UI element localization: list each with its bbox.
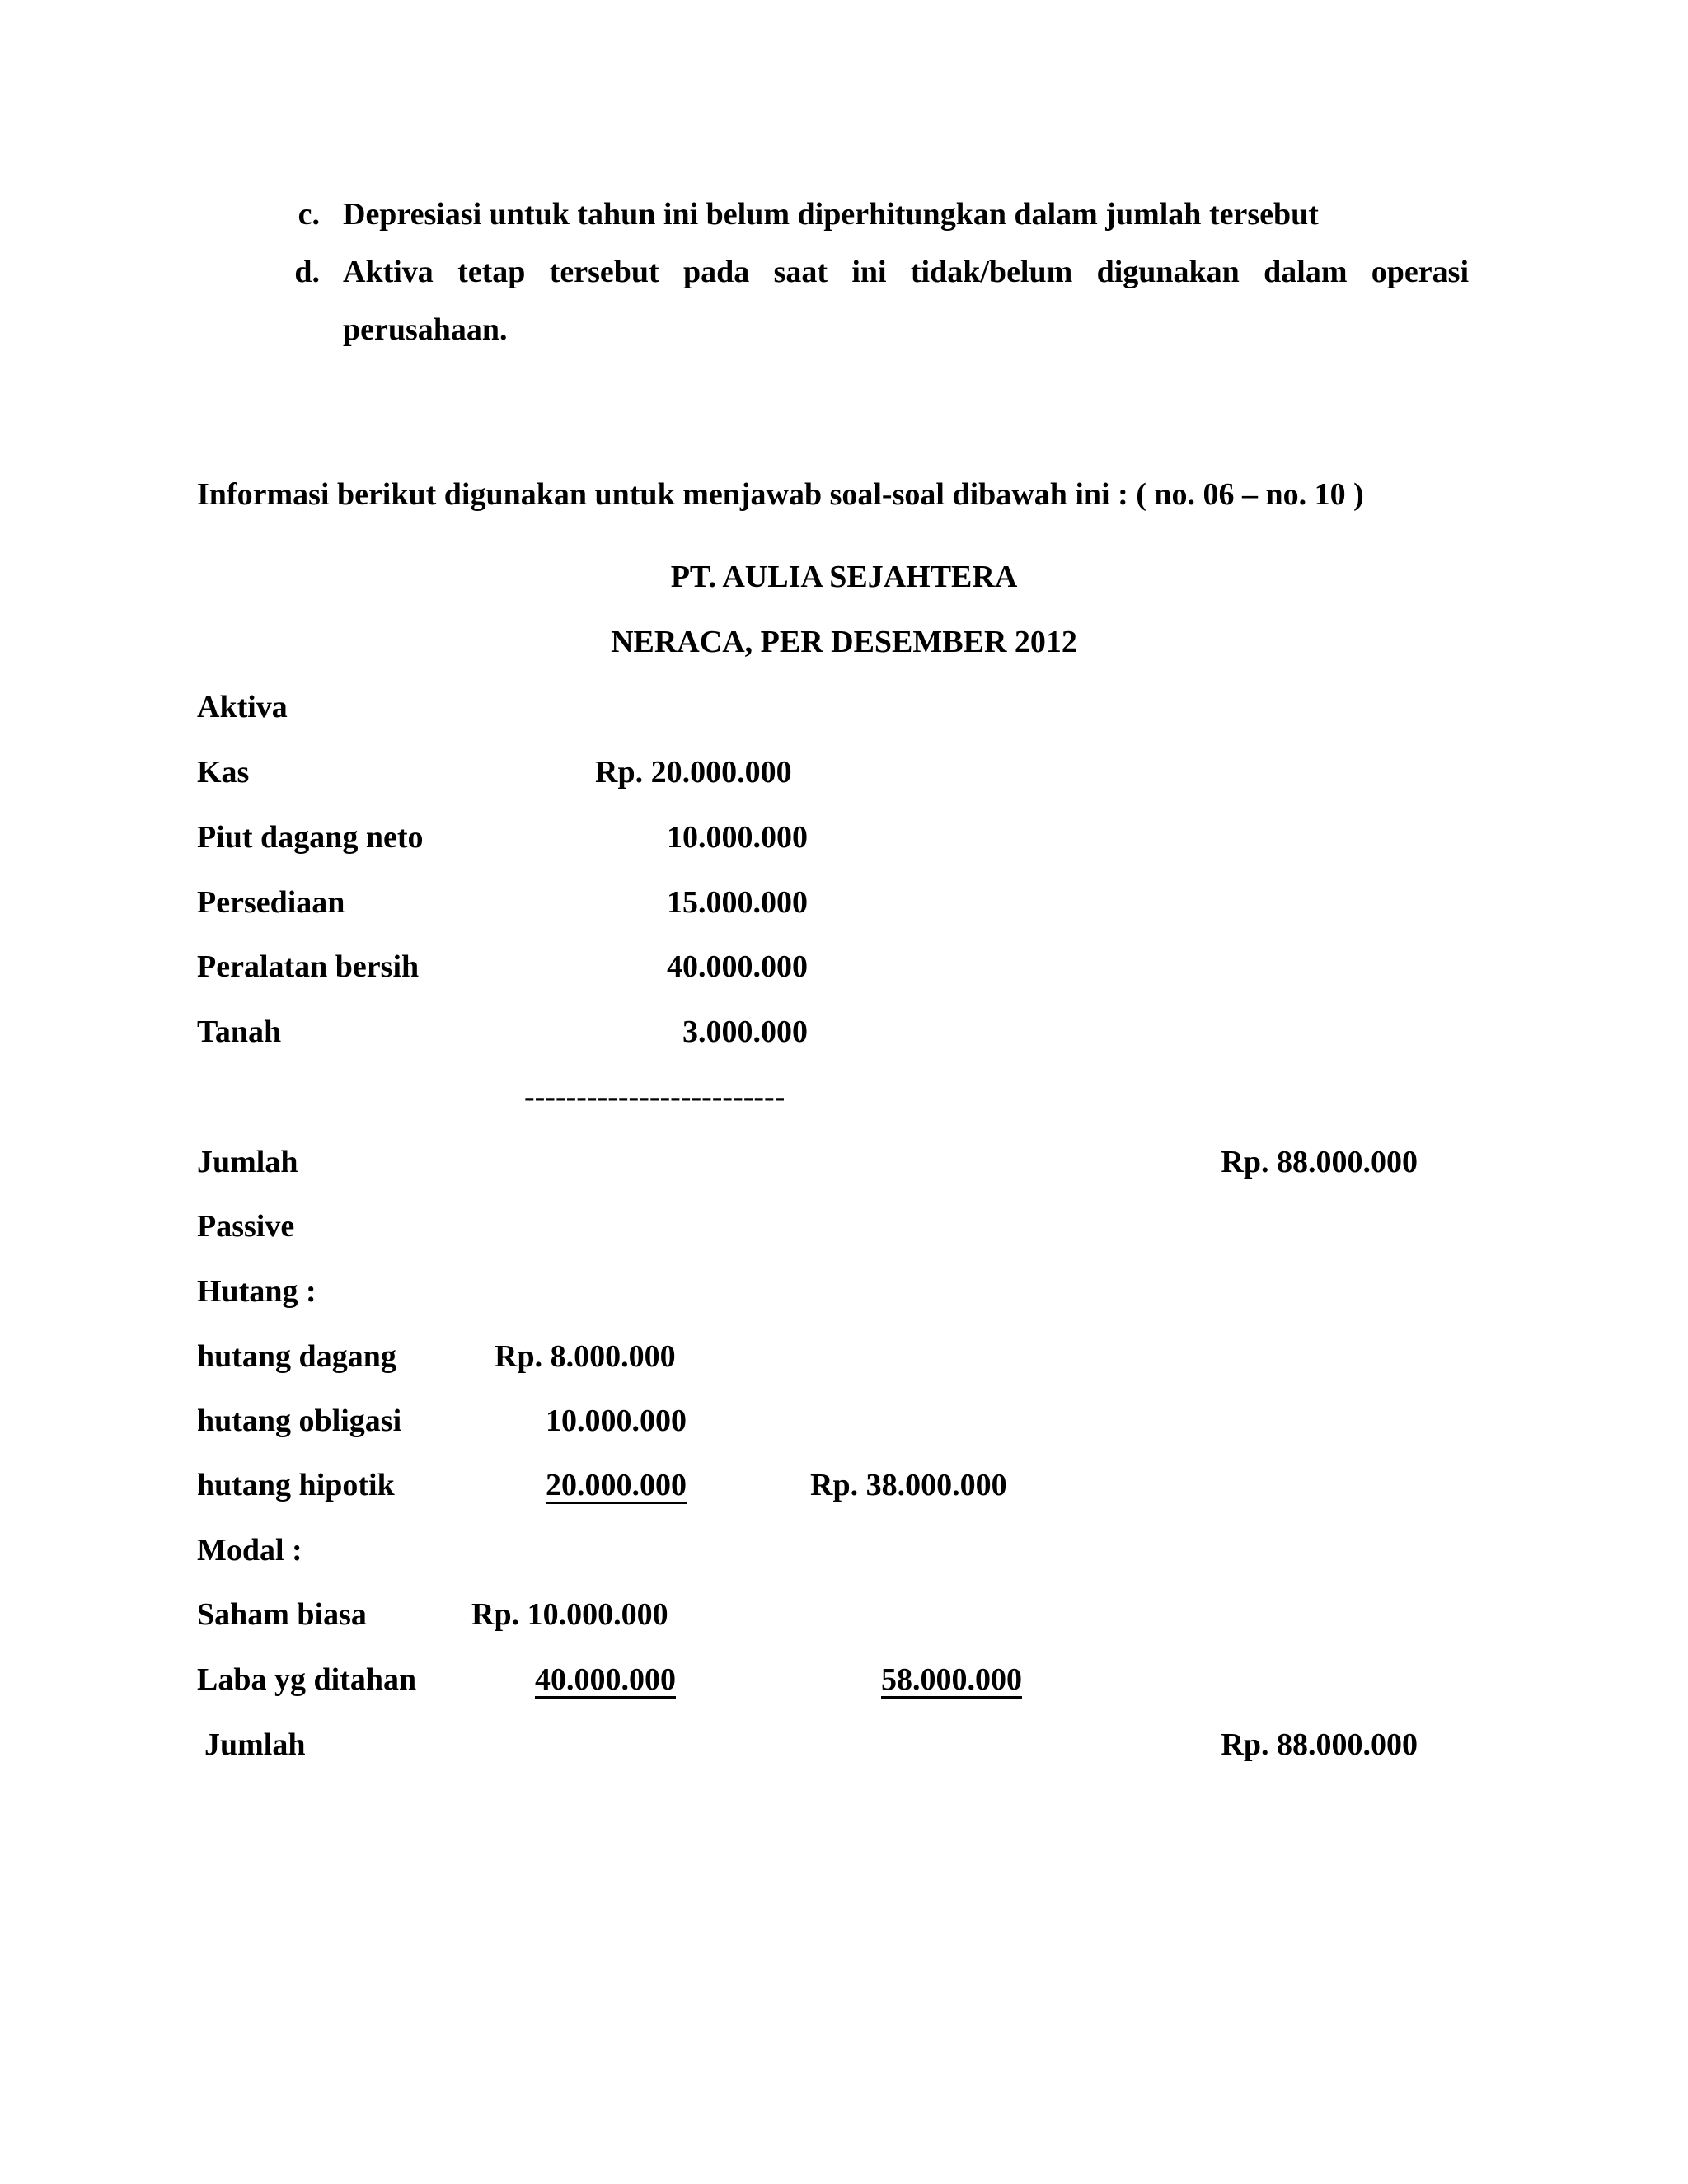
laba-ditahan-label: Laba yg ditahan bbox=[197, 1662, 417, 1697]
hutang-obligasi-value: 10.000.000 bbox=[546, 1404, 687, 1438]
passiva-total-label: Jumlah bbox=[204, 1727, 306, 1762]
passiva-total-value: Rp. 88.000.000 bbox=[1221, 1727, 1418, 1762]
hutang-obligasi-label: hutang obligasi bbox=[197, 1404, 402, 1438]
hutang-hipotik-value: 20.000.000 bbox=[546, 1468, 687, 1502]
aktiva-kas-value: Rp. 20.000.000 bbox=[595, 755, 792, 790]
aktiva-kas-label: Kas bbox=[197, 755, 250, 790]
hutang-dagang-value: Rp. 8.000.000 bbox=[495, 1339, 676, 1374]
aktiva-piutang-value: 10.000.000 bbox=[667, 820, 808, 855]
aktiva-peralatan-label: Peralatan bersih bbox=[197, 949, 420, 984]
hutang-heading: Hutang : bbox=[197, 1274, 316, 1309]
hutang-dagang-label: hutang dagang bbox=[197, 1339, 396, 1374]
aktiva-persediaan-value: 15.000.000 bbox=[667, 885, 808, 920]
passiva-heading: Passive bbox=[197, 1209, 295, 1244]
aktiva-tanah-label: Tanah bbox=[197, 1015, 282, 1049]
aktiva-piutang-label: Piut dagang neto bbox=[197, 820, 424, 855]
saham-biasa-label: Saham biasa bbox=[197, 1597, 367, 1632]
saham-biasa-value: Rp. 10.000.000 bbox=[471, 1597, 668, 1632]
aktiva-tanah-value: 3.000.000 bbox=[682, 1015, 808, 1049]
intro-text: Informasi berikut digunakan untuk menjawab soal-soal dibawah ini : ( no. 06 – no. 10 ) bbox=[197, 477, 1364, 512]
modal-heading: Modal : bbox=[197, 1533, 302, 1568]
list-item-c-text: Depresiasi untuk tahun ini belum diperhitungkan dalam jumlah tersebut bbox=[343, 197, 1319, 232]
hutang-hipotik-label: hutang hipotik bbox=[197, 1468, 395, 1502]
aktiva-total-label: Jumlah bbox=[197, 1145, 298, 1179]
list-marker-d: d. bbox=[294, 255, 320, 289]
aktiva-separator: ------------------------- bbox=[524, 1080, 785, 1114]
laba-ditahan-value: 40.000.000 bbox=[535, 1662, 676, 1697]
company-name: PT. AULIA SEJAHTERA bbox=[670, 560, 1018, 594]
aktiva-peralatan-value: 40.000.000 bbox=[667, 949, 808, 984]
list-item-d-line1: Aktiva tetap tersebut pada saat ini tidak/belum digunakan dalam operasi bbox=[343, 255, 1469, 289]
statement-title: NERACA, PER DESEMBER 2012 bbox=[611, 625, 1077, 659]
hutang-subtotal: Rp. 38.000.000 bbox=[810, 1468, 1007, 1502]
aktiva-heading: Aktiva bbox=[197, 690, 288, 724]
modal-subtotal: 58.000.000 bbox=[881, 1662, 1022, 1697]
list-item-d-line2: perusahaan. bbox=[343, 312, 508, 347]
aktiva-total-value: Rp. 88.000.000 bbox=[1221, 1145, 1418, 1179]
aktiva-persediaan-label: Persediaan bbox=[197, 885, 345, 920]
list-marker-c: c. bbox=[298, 197, 320, 232]
